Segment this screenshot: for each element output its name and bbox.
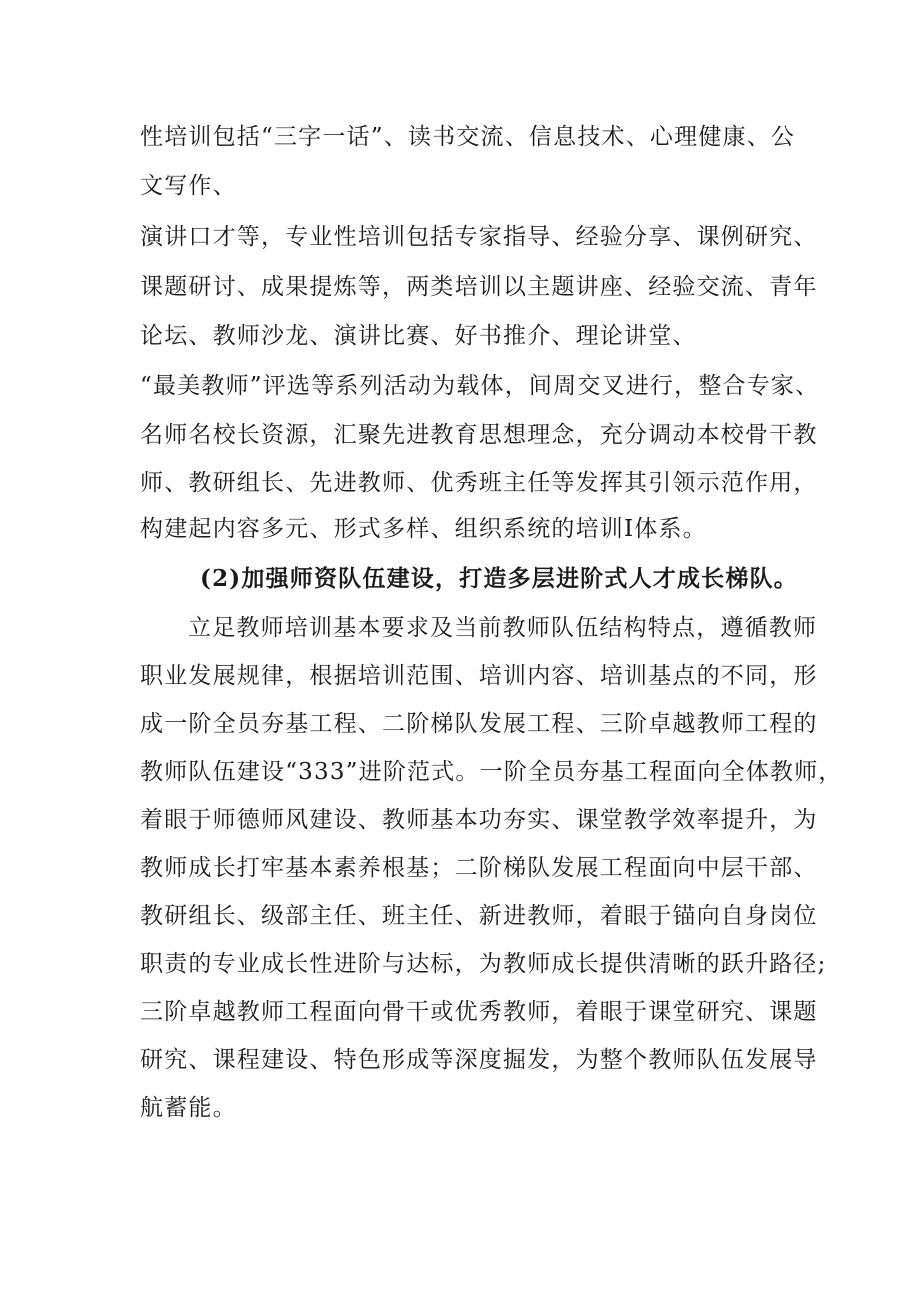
- text-line: 成一阶全员夯基工程、二阶梯队发展工程、三阶卓越教师工程的: [140, 711, 818, 737]
- text-line: 性培训包括“三字一话”、读书交流、信息技术、心理健康、公: [140, 124, 796, 150]
- text-line: 职业发展规律，根据培训范围、培训内容、培训基点的不同，形: [140, 663, 818, 689]
- text-line: 着眼于师德师风建设、教师基本功夯实、课堂教学效率提升，为: [140, 807, 818, 833]
- text-line: 教师队伍建设“333”进阶范式。一阶全员夯基工程面向全体教师，: [140, 759, 843, 785]
- text-line: 教研组长、级部主任、班主任、新进教师，着眼于锚向自身岗位: [140, 903, 818, 929]
- text-line: 三阶卓越教师工程面向骨干或优秀教师，着眼于课堂研究、课题: [140, 999, 818, 1025]
- text-line: 构建起内容多元、形式多样、组织系统的培训I体系。: [140, 516, 707, 542]
- text-line: 名师名校长资源，汇聚先进教育思想理念，充分调动本校骨干教: [140, 422, 818, 448]
- text-line: 教师成长打牢基本素养根基；二阶梯队发展工程面向中层干部、: [140, 855, 818, 881]
- text-line: 论坛、教师沙龙、演讲比赛、好书推介、理论讲堂、: [140, 323, 697, 349]
- text-line: 航蓄能。: [140, 1095, 237, 1121]
- text-line: 文写作、: [140, 173, 237, 199]
- text-line: 立足教师培训基本要求及当前教师队伍结构特点，遵循教师: [188, 615, 818, 641]
- section-heading: (2)加强师资队伍建设，打造多层进阶式人才成长梯队。: [200, 565, 798, 592]
- text-line: 课题研讨、成果提炼等，两类培训以主题讲座、经验交流、青年: [140, 274, 818, 300]
- text-line: 演讲口才等，专业性培训包括专家指导、经验分享、课例研究、: [140, 224, 818, 250]
- text-line: 师、教研组长、先进教师、优秀班主任等发挥其引领示范作用，: [140, 470, 818, 496]
- text-line: 研究、课程建设、特色形成等深度掘发，为整个教师队伍发展导: [140, 1047, 818, 1073]
- text-line: “最美教师”评选等系列活动为载体，间周交叉进行，整合专家、: [140, 373, 820, 399]
- text-line: 职责的专业成长性进阶与达标，为教师成长提供清晰的跃升路径;: [140, 951, 827, 977]
